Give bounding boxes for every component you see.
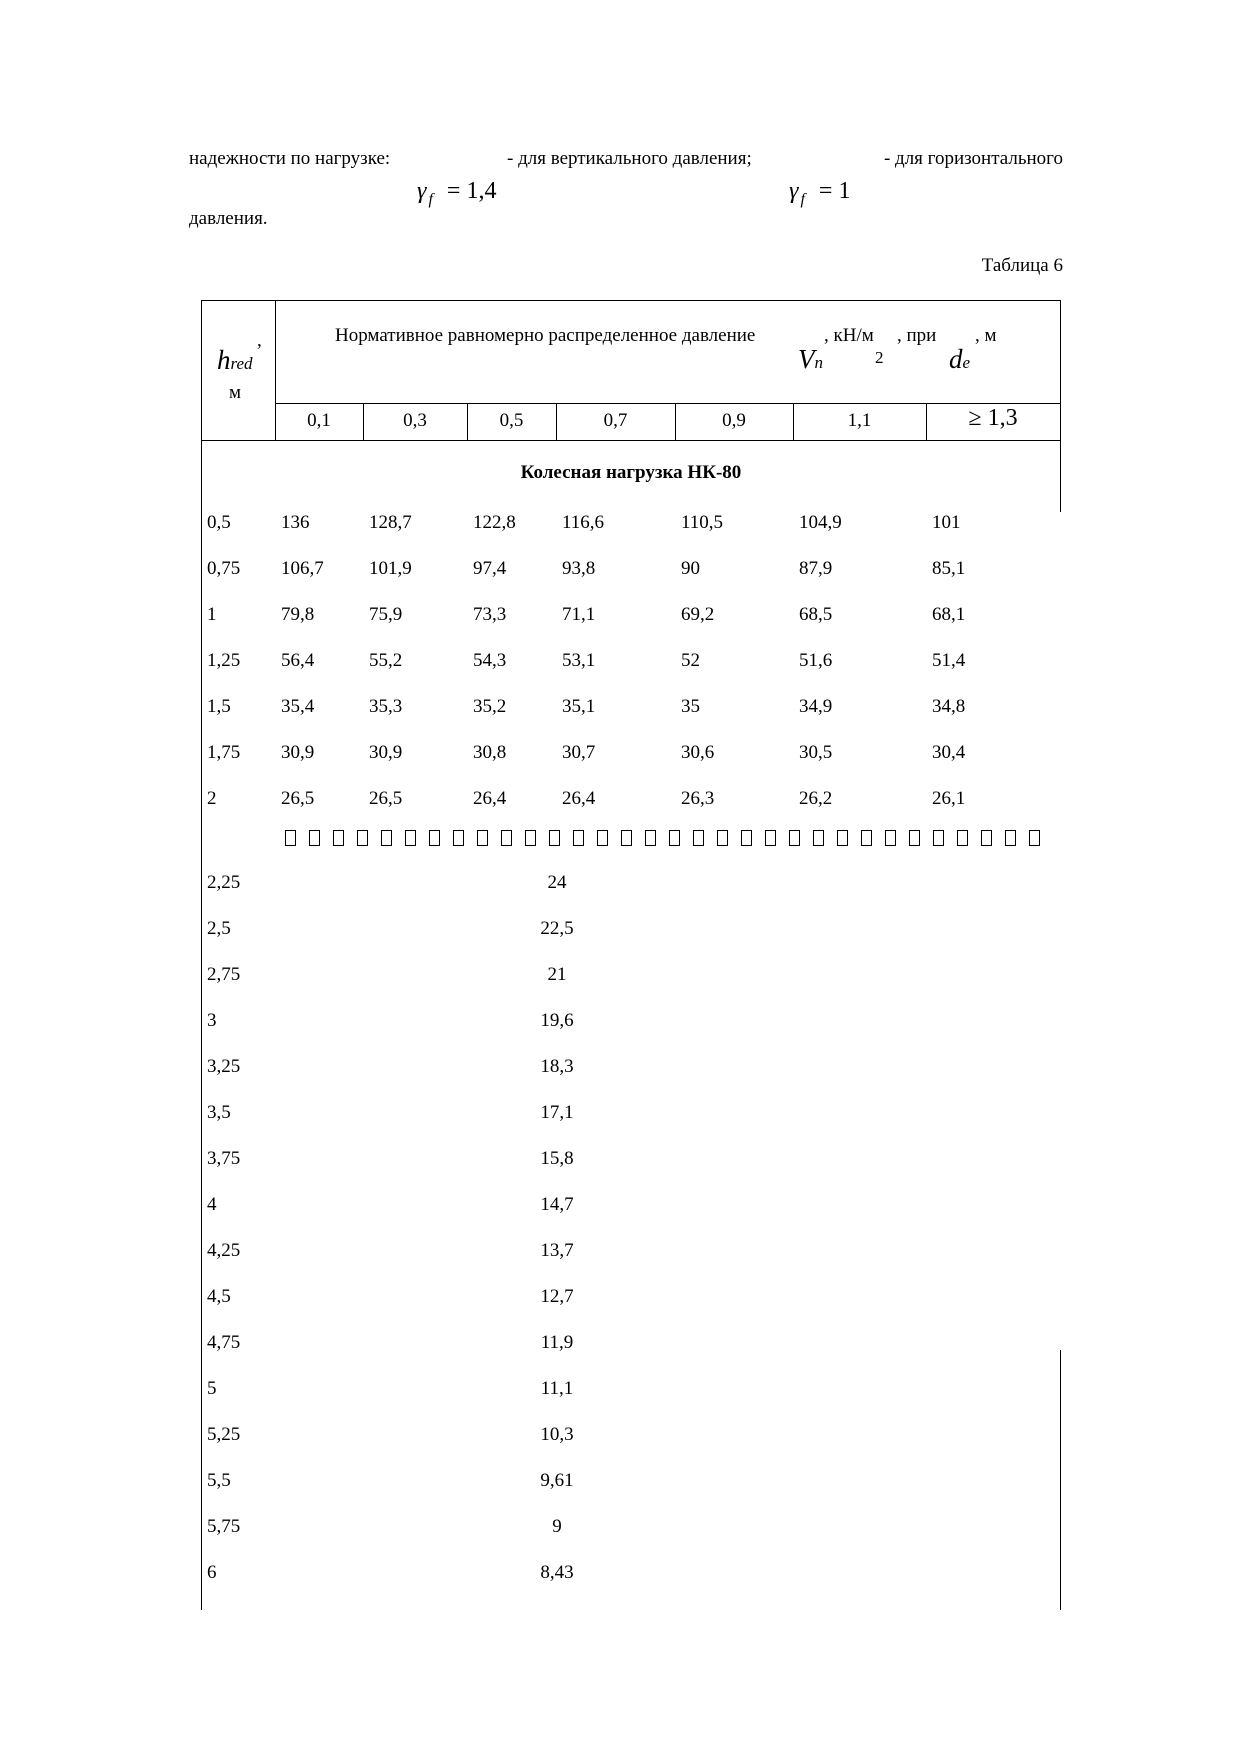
h-red-cell: 2,25 [207,872,241,893]
value-cell: 35,4 [281,696,315,717]
value-cell: 71,1 [562,604,596,625]
value-cell: 51,6 [799,650,833,671]
intro-paragraph [189,148,1063,229]
table-row [201,512,1061,542]
value-cell: 35,1 [562,696,596,717]
table-row [201,1516,1061,1546]
h-red-cell: 5,75 [207,1516,241,1537]
value-cell: 75,9 [369,604,403,625]
h-red-cell: 2 [207,788,217,809]
h-red-symbol: hred [217,345,253,375]
value-cell: 26,4 [562,788,596,809]
value-cell: 110,5 [681,512,724,533]
table-row [201,1470,1061,1500]
value-cell: 51,4 [932,650,966,671]
missing-glyph-box [453,830,464,846]
intro-line-1 [189,148,1063,208]
intro-line-2: давления. [189,208,268,229]
value-cell: 68,1 [932,604,966,625]
value-cell: 17,1 [540,1102,574,1123]
missing-glyph-box [597,830,608,846]
header-bottom [201,440,1061,441]
table-row [201,1286,1061,1316]
value-cell: 30,6 [681,742,715,763]
value-cell: 26,1 [932,788,966,809]
value-cell: 11,9 [540,1332,574,1353]
h-red-cell: 0,75 [207,558,241,579]
missing-glyph-row [201,827,1061,851]
missing-glyph-box [333,830,344,846]
missing-glyph-box [357,830,368,846]
table-left-border [201,300,202,1610]
h-red-cell: 3 [207,1010,217,1031]
value-cell: 35 [681,696,700,717]
missing-glyph-box [789,830,800,846]
h-red-cell: 4,25 [207,1240,241,1261]
value-cell: 54,3 [473,650,507,671]
intro-text-2: - для вертикального давления; [507,148,752,169]
value-cell: 22,5 [540,918,574,939]
value-cell: 30,5 [799,742,833,763]
value-cell: 12,7 [540,1286,574,1307]
value-cell: 73,3 [473,604,507,625]
value-cell: 9 [552,1516,562,1537]
missing-glyph-box [669,830,680,846]
value-cell: 14,7 [540,1194,574,1215]
value-cell: 53,1 [562,650,596,671]
value-cell: 8,43 [540,1562,574,1583]
missing-glyph-box [1005,830,1016,846]
missing-glyph-box [285,830,296,846]
table-row [201,1194,1061,1224]
value-cell: 34,8 [932,696,966,717]
pressure-table [201,300,1061,1610]
value-cell: 13,7 [540,1240,574,1261]
de-value: 1,1 [847,410,872,431]
missing-glyph-box [909,830,920,846]
table-row [201,1240,1061,1270]
value-cell: 87,9 [799,558,833,579]
value-cell: 30,9 [281,742,315,763]
missing-glyph-box [693,830,704,846]
v-n-symbol: Vn [798,344,823,374]
value-cell: 30,4 [932,742,966,763]
value-cell: 9,61 [540,1470,574,1491]
h-red-cell: 4,75 [207,1332,241,1353]
h-red-cell: 1,25 [207,650,241,671]
table-row [201,1332,1061,1362]
value-cell: 26,5 [369,788,403,809]
de-value: 0,3 [403,410,427,431]
missing-glyph-box [381,830,392,846]
value-cell: 19,6 [540,1010,574,1031]
h-red-cell: 1 [207,604,217,625]
h-red-cell: 4 [207,1194,217,1215]
h-red-cell: 5 [207,1378,217,1399]
missing-glyph-box [549,830,560,846]
value-cell: 68,5 [799,604,833,625]
value-cell: 101,9 [369,558,412,579]
missing-glyph-box [477,830,488,846]
intro-text-3: - для горизонтального [883,148,1063,169]
value-cell: 55,2 [369,650,403,671]
value-cell: 34,9 [799,696,833,717]
table-row [201,696,1061,726]
h-red-cell: 0,5 [207,512,231,533]
missing-glyph-box [621,830,632,846]
gamma-formula-horizontal: γ $_f$ = 1 [789,178,851,208]
value-cell: 26,5 [281,788,315,809]
de-value: 0,9 [722,410,746,431]
missing-glyph-box [717,830,728,846]
value-cell: 30,8 [473,742,507,763]
missing-glyph-box [405,830,416,846]
table-row [201,1102,1061,1132]
de-value: 0,7 [603,410,628,431]
missing-glyph-box [981,830,992,846]
value-cell: 30,9 [369,742,403,763]
table-row [201,1148,1061,1178]
table-row [201,964,1061,994]
de-value: ≥ 1,3 [968,405,1018,431]
value-cell: 122,8 [473,512,516,533]
h-red-cell: 1,75 [207,742,241,763]
value-cell: 90 [681,558,700,579]
table-row [201,558,1061,588]
missing-glyph-box [957,830,968,846]
de-value: 0,1 [307,410,331,431]
table-row [201,1562,1061,1592]
h-red-cell: 3,75 [207,1148,241,1169]
d-e-symbol: de [949,344,971,374]
table-row [201,1056,1061,1086]
value-cell: 85,1 [932,558,966,579]
table-row [201,1378,1061,1408]
pressure-header: Нормативное равномерно распределенное давление Vn , кН/м 2 , при de , м [335,325,997,374]
value-cell: 18,3 [540,1056,574,1077]
value-cell: 26,4 [473,788,507,809]
value-cell: 26,2 [799,788,833,809]
missing-glyph-box [765,830,776,846]
h-red-cell: 2,75 [207,964,241,985]
h-red-cell: 3,5 [207,1102,231,1123]
missing-glyph-box [933,830,944,846]
value-cell: 128,7 [369,512,412,533]
value-cell: 101 [932,512,961,533]
value-cell: 26,3 [681,788,715,809]
value-cell: 116,6 [562,512,605,533]
value-cell: 79,8 [281,604,315,625]
table-row [201,918,1061,948]
missing-glyph-box [501,830,512,846]
gamma-formula-vertical: γ $_f$ = 1,4 [417,178,497,208]
value-cell: 35,3 [369,696,403,717]
value-cell: 106,7 [281,558,324,579]
missing-glyph-box [573,830,584,846]
h-red-cell: 1,5 [207,696,231,717]
value-cell: 69,2 [681,604,715,625]
h-red-cell: 2,5 [207,918,231,939]
value-cell: 24 [547,872,567,893]
value-cell: 35,2 [473,696,507,717]
h-red-cell: 5,5 [207,1470,231,1491]
missing-glyph-box [837,830,848,846]
value-cell: 10,3 [540,1424,574,1445]
missing-glyph-box [813,830,824,846]
missing-glyph-box [645,830,656,846]
header-title-bottom [275,403,1061,404]
table-row [201,742,1061,772]
value-cell: 97,4 [473,558,507,579]
value-cell: 21 [547,964,567,985]
table-row [201,604,1061,634]
intro-text-1: надежности по нагрузке: [189,148,391,169]
h-red-cell: 3,25 [207,1056,241,1077]
value-cell: 11,1 [540,1378,574,1399]
table-caption: Таблица 6 [981,255,1063,276]
h-red-cell: 5,25 [207,1424,241,1445]
table-row [201,1010,1061,1040]
value-cell: 52 [681,650,700,671]
missing-glyph-box [1029,830,1040,846]
missing-glyph-box [429,830,440,846]
de-value: 0,5 [499,410,524,431]
missing-glyph-box [525,830,536,846]
table-row [201,788,1061,818]
value-cell: 56,4 [281,650,315,671]
missing-glyph-box [885,830,896,846]
section-title: Колесная нагрузка НК-80 [520,462,742,483]
h-red-cell: 4,5 [207,1286,231,1307]
value-cell: 30,7 [562,742,596,763]
value-cell: 15,8 [540,1148,574,1169]
missing-glyph-box [309,830,320,846]
value-cell: 136 [281,512,310,533]
h-red-cell: 6 [207,1562,217,1583]
missing-glyph-box [741,830,752,846]
value-cell: 93,8 [562,558,596,579]
table-row [201,1424,1061,1454]
table-row [201,872,1061,902]
value-cell: 104,9 [799,512,842,533]
h-red-header: , hred м [217,330,262,403]
missing-glyph-box [861,830,872,846]
table-row [201,650,1061,680]
